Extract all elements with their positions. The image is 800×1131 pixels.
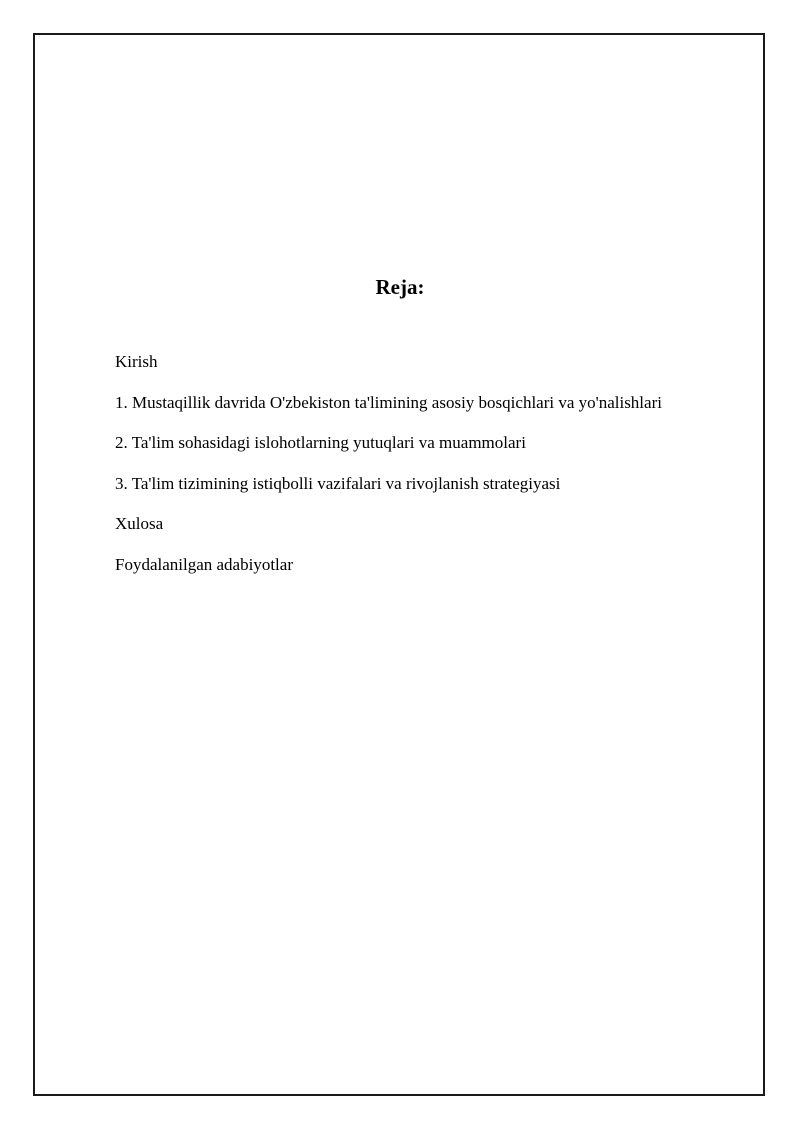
table-of-contents [115,352,662,595]
toc-item-conclusion: Xulosa [115,514,164,533]
page-title: Reja: [375,275,425,299]
toc-item-introduction: Kirish [115,352,158,371]
toc-item-references: Foydalanilgan adabiyotlar [115,554,293,574]
toc-item-section-1: 1. Mustaqillik davrida O'zbekiston ta'limining asosiy bosqichlari va yo'nalishlari [115,392,662,412]
toc-item-section-3: 3. Ta'lim tizimining istiqbolli vazifalari va rivojlanish strategiyasi [115,473,561,493]
toc-item-section-2: 2. Ta'lim sohasidagi islohotlarning yutuqlari va muammolari [115,433,526,452]
